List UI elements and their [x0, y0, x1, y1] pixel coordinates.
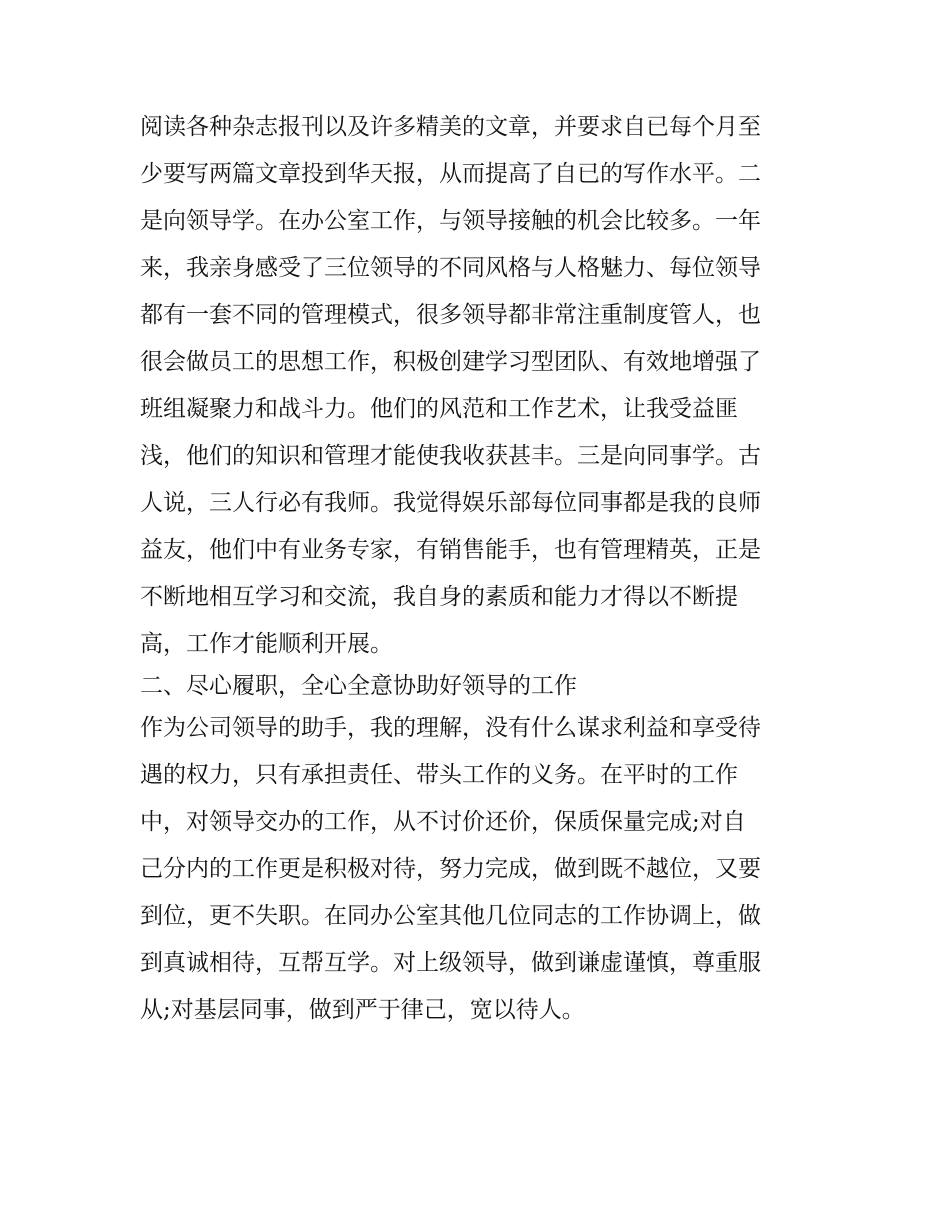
paragraph-line: 从;对基层同事，做到严于律己，宽以待人。	[140, 997, 585, 1023]
section-heading: 二、尽心履职，全心全意协助好领导的工作	[140, 673, 577, 699]
paragraph-line: 己分内的工作更是积极对待，努力完成，做到既不越位，又要	[140, 856, 761, 882]
paragraph-line: 遇的权力，只有承担责任、带头工作的义务。在平时的工作	[140, 762, 738, 788]
paragraph-line: 班组凝聚力和战斗力。他们的风范和工作艺术，让我受益匪	[140, 396, 738, 422]
paragraph-line: 人说，三人行必有我师。我觉得娱乐部每位同事都是我的良师	[140, 490, 761, 516]
paragraph-line: 阅读各种杂志报刊以及许多精美的文章，并要求自已每个月至	[140, 114, 761, 140]
paragraph-line: 到真诚相待，互帮互学。对上级领导，做到谦虚谨慎，尊重服	[140, 950, 761, 976]
paragraph-line: 作为公司领导的助手，我的理解，没有什么谋求利益和享受待	[140, 715, 761, 741]
paragraph-line: 是向领导学。在办公室工作，与领导接触的机会比较多。一年	[140, 208, 761, 234]
paragraph-line: 浅，他们的知识和管理才能使我收获甚丰。三是向同事学。古	[140, 443, 761, 469]
paragraph-line: 到位，更不失职。在同办公室其他几位同志的工作协调上，做	[140, 903, 761, 929]
paragraph-line: 不断地相互学习和交流，我自身的素质和能力才得以不断提	[140, 584, 738, 610]
paragraph-line: 中，对领导交办的工作，从不讨价还价，保质保量完成;对自	[140, 809, 746, 835]
paragraph-line: 很会做员工的思想工作，积极创建学习型团队、有效地增强了	[140, 349, 761, 375]
paragraph-line: 高，工作才能顺利开展。	[140, 631, 393, 657]
paragraph-line: 少要写两篇文章投到华天报，从而提高了自已的写作水平。二	[140, 161, 761, 187]
document-body	[140, 104, 820, 1034]
paragraph-line: 来，我亲身感受了三位领导的不同风格与人格魅力、每位领导	[140, 255, 761, 281]
paragraph-line: 都有一套不同的管理模式，很多领导都非常注重制度管人，也	[140, 302, 761, 328]
paragraph-line: 益友，他们中有业务专家，有销售能手，也有管理精英，正是	[140, 537, 761, 563]
